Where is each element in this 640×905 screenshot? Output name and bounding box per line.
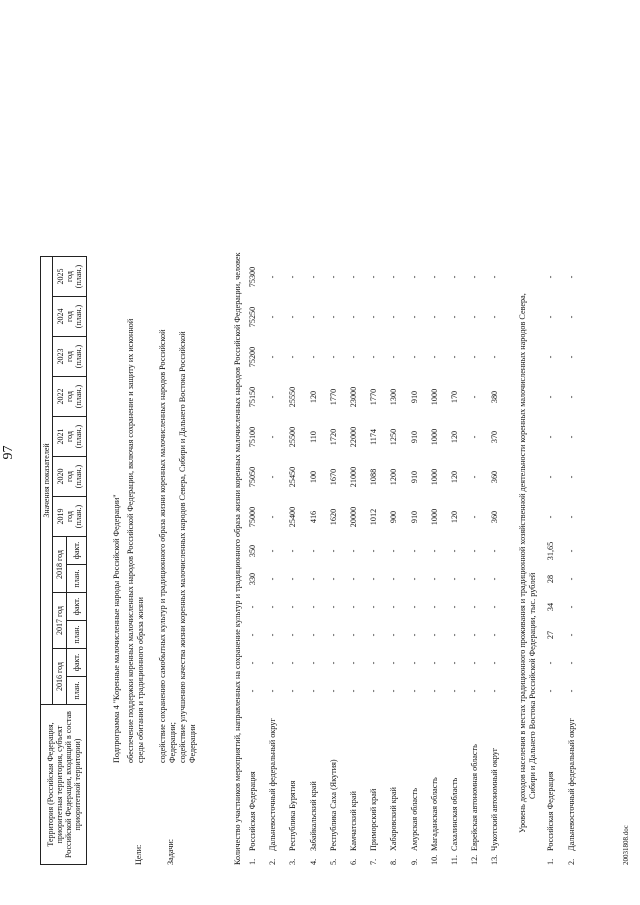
row-value-cell: 22000 [349, 426, 358, 448]
row-value-cell: 380 [490, 390, 500, 404]
row-value-cell: - [450, 633, 459, 637]
row-value-cell: - [389, 689, 399, 693]
row-value-cell: - [429, 605, 439, 609]
row-value-cell: 100 [308, 470, 318, 484]
row-value-cell: - [288, 577, 298, 581]
row-value-cell: - [470, 605, 480, 609]
row-value-cell: 75000 [248, 506, 257, 528]
row-value-cell: - [429, 661, 439, 665]
row-value-cell: - [389, 633, 399, 637]
row-value-cell: - [328, 661, 338, 665]
row-value-cell: - [389, 355, 399, 359]
row-territory-name: Хабаровский край [389, 787, 399, 851]
row-value-cell: - [409, 661, 419, 665]
row-value-cell: - [328, 355, 338, 359]
row-value-cell: 120 [308, 390, 318, 404]
row-value-cell: 75250 [248, 306, 257, 328]
row-value-cell: 23000 [349, 386, 358, 408]
row-value-cell: - [328, 689, 338, 693]
row-value-cell: - [546, 355, 555, 359]
row-value-cell: - [349, 549, 358, 553]
row-value-cell: - [349, 355, 358, 359]
row-value-cell: - [567, 633, 576, 637]
row-value-cell: - [308, 315, 318, 319]
row-value-cell: - [490, 315, 500, 319]
year-2016-header: 2016 год [53, 649, 67, 705]
row-number: 6. [349, 858, 358, 865]
row-value-cell: 170 [450, 390, 459, 404]
row-value-cell: - [288, 661, 298, 665]
plan-year-2022: 2022 год (план.) [53, 377, 87, 417]
row-value-cell: - [450, 689, 459, 693]
row-value-cell: - [567, 355, 576, 359]
row-territory-name: Приморский край [369, 788, 379, 851]
row-value-cell: 1174 [369, 428, 379, 446]
fact-2016: факт. [67, 649, 87, 677]
row-value-cell: 360 [490, 510, 500, 524]
row-value-cell: - [429, 633, 439, 637]
row-value-cell: - [268, 275, 278, 279]
row-value-cell: - [470, 315, 480, 319]
row-value-cell: - [470, 549, 480, 553]
row-value-cell: 1720 [328, 428, 338, 446]
row-value-cell: - [268, 475, 278, 479]
row-value-cell: - [248, 633, 257, 637]
row-territory-name: Российская Федерация [546, 771, 555, 851]
row-value-cell: - [409, 549, 419, 553]
row-number: 8. [389, 858, 399, 865]
row-value-cell: - [328, 633, 338, 637]
row-value-cell: - [490, 689, 500, 693]
row-value-cell: - [409, 577, 419, 581]
row-value-cell: - [490, 549, 500, 553]
row-value-cell: 1200 [389, 468, 399, 486]
row-value-cell: 75200 [248, 346, 257, 368]
row-value-cell: - [470, 475, 480, 479]
plan-2017: план. [67, 621, 87, 649]
row-value-cell: 31,65 [546, 541, 555, 561]
row-value-cell: - [389, 549, 399, 553]
row-number: 12. [470, 854, 480, 865]
row-value-cell: - [369, 355, 379, 359]
row-value-cell: 1620 [328, 508, 338, 526]
row-value-cell: - [328, 577, 338, 581]
year-2017-header: 2017 год [53, 593, 67, 649]
plan-year-2024: 2024 год (план.) [53, 297, 87, 337]
row-value-cell: - [268, 315, 278, 319]
row-value-cell: - [546, 315, 555, 319]
row-value-cell: 330 [248, 572, 257, 586]
row-value-cell: - [567, 661, 576, 665]
row-value-cell: - [268, 549, 278, 553]
row-value-cell: - [450, 605, 459, 609]
row-value-cell: - [369, 315, 379, 319]
row-value-cell: - [470, 395, 480, 399]
row-value-cell: 27 [546, 630, 555, 640]
row-value-cell: - [490, 577, 500, 581]
row-value-cell: - [409, 689, 419, 693]
row-territory-name: Дальневосточный федеральный округ [567, 718, 576, 851]
plan-year-2020: 2020 год (план.) [53, 457, 87, 497]
row-value-cell: 360 [490, 470, 500, 484]
row-value-cell: 1770 [328, 388, 338, 406]
plan-2018: план. [67, 565, 87, 593]
row-value-cell: - [470, 435, 480, 439]
row-value-cell: - [288, 355, 298, 359]
row-value-cell: - [546, 395, 555, 399]
row-value-cell: 25400 [288, 506, 298, 528]
row-value-cell: - [369, 577, 379, 581]
row-value-cell: - [288, 549, 298, 553]
row-value-cell: 75100 [248, 426, 257, 448]
row-value-cell: - [288, 315, 298, 319]
row-value-cell: - [389, 275, 399, 279]
row-value-cell: - [328, 315, 338, 319]
fact-2018: факт. [67, 537, 87, 565]
row-value-cell: - [567, 605, 576, 609]
row-value-cell: - [470, 577, 480, 581]
row-value-cell: 370 [490, 430, 500, 444]
row-value-cell: - [328, 549, 338, 553]
row-value-cell: - [567, 395, 576, 399]
row-value-cell: 25500 [288, 426, 298, 448]
row-value-cell: 25550 [288, 386, 298, 408]
row-value-cell: - [389, 315, 399, 319]
row-value-cell: - [546, 435, 555, 439]
row-value-cell: 34 [546, 602, 555, 612]
row-value-cell: - [248, 661, 257, 665]
row-number: 9. [409, 858, 419, 865]
row-value-cell: - [308, 549, 318, 553]
row-value-cell: - [546, 475, 555, 479]
row-value-cell: - [328, 605, 338, 609]
row-number: 2. [268, 858, 278, 865]
row-number: 1. [546, 858, 555, 865]
row-value-cell: - [490, 661, 500, 665]
row-value-cell: 910 [409, 390, 419, 404]
row-value-cell: - [429, 355, 439, 359]
row-value-cell: - [349, 577, 358, 581]
tasks-label: Задачи: [166, 839, 175, 865]
row-value-cell: - [567, 577, 576, 581]
row-value-cell: 25450 [288, 466, 298, 488]
row-value-cell: - [470, 689, 480, 693]
row-value-cell: - [268, 577, 278, 581]
row-value-cell: 910 [409, 510, 419, 524]
row-territory-name: Магаданская область [429, 777, 439, 851]
row-value-cell: - [546, 689, 555, 693]
row-value-cell: - [490, 355, 500, 359]
row-value-cell: 1088 [369, 468, 379, 486]
row-number: 13. [490, 854, 500, 865]
row-value-cell: - [546, 661, 555, 665]
row-value-cell: - [308, 605, 318, 609]
row-value-cell: - [490, 605, 500, 609]
row-value-cell: - [349, 633, 358, 637]
row-value-cell: 21000 [349, 466, 358, 488]
footer-filename: 20031808.doc [622, 825, 630, 865]
row-value-cell: - [268, 395, 278, 399]
row-value-cell: - [308, 577, 318, 581]
row-value-cell: - [369, 549, 379, 553]
row-value-cell: - [268, 355, 278, 359]
row-value-cell: - [288, 633, 298, 637]
fact-2017: факт. [67, 593, 87, 621]
row-value-cell: 1000 [429, 508, 439, 526]
row-value-cell: - [470, 355, 480, 359]
row-number: 7. [369, 858, 379, 865]
year-2018-header: 2018 год [53, 537, 67, 593]
row-number: 5. [328, 858, 338, 865]
row-value-cell: 1000 [429, 388, 439, 406]
row-value-cell: - [349, 275, 358, 279]
row-value-cell: - [308, 689, 318, 693]
row-value-cell: - [429, 549, 439, 553]
row-territory-name: Российская Федерация [248, 771, 257, 851]
row-value-cell: - [409, 275, 419, 279]
row-value-cell: 1300 [389, 388, 399, 406]
row-value-cell: 910 [409, 430, 419, 444]
row-value-cell: - [268, 689, 278, 693]
row-value-cell: - [328, 275, 338, 279]
row-value-cell: - [470, 275, 480, 279]
tasks-text: содействие сохранению самобытных культур и традиционного образа жизни коренных малочисленных народов Российской Федерации; содействие улучшению качества жизни коренных малочисленных народов Севера, Сибири и Дальнего Востока Российской Федерации [158, 329, 197, 763]
indicator2-title: Уровень доходов населения в местах традиционного проживания и традиционной хозяйственной деятельности коренных малочисленных народов Севера, Сибири и Дальнего Востока Российской Федерации, тыс. рублей [518, 293, 537, 833]
row-value-cell: - [546, 515, 555, 519]
row-value-cell: - [567, 689, 576, 693]
row-value-cell: - [429, 315, 439, 319]
row-value-cell: 1670 [328, 468, 338, 486]
row-value-cell: - [429, 577, 439, 581]
row-value-cell: 1012 [369, 508, 379, 526]
row-value-cell: 1250 [389, 428, 399, 446]
row-value-cell: 910 [409, 470, 419, 484]
row-value-cell: - [409, 633, 419, 637]
row-territory-name: Республика Саха (Якутия) [328, 759, 338, 851]
row-value-cell: - [268, 515, 278, 519]
row-value-cell: - [288, 275, 298, 279]
row-territory-name: Еврейская автономная область [470, 744, 480, 851]
row-value-cell: - [450, 315, 459, 319]
row-value-cell: 1770 [369, 388, 379, 406]
row-value-cell: - [268, 435, 278, 439]
goals-text: обеспечение поддержки коренных малочисленных народов Российской Федерации, включая сохранение и защиту их исконной среды обитания и традиционного образа жизни [126, 318, 145, 763]
row-value-cell: 350 [248, 544, 257, 558]
row-value-cell: - [546, 275, 555, 279]
row-value-cell: - [567, 475, 576, 479]
territory-header: Территория (Российская Федерация, приоритетная территория, субъект Российской Федерации, входящий в состав приоритетной территории) [41, 705, 87, 865]
row-value-cell: - [450, 355, 459, 359]
plan-year-2023: 2023 год (план.) [53, 337, 87, 377]
row-value-cell: - [349, 689, 358, 693]
row-value-cell: - [567, 315, 576, 319]
row-value-cell: - [369, 275, 379, 279]
row-value-cell: - [308, 661, 318, 665]
page-number: 97 [1, 445, 16, 460]
row-value-cell: - [470, 661, 480, 665]
row-value-cell: - [490, 633, 500, 637]
plan-year-2025: 2025 год (план.) [53, 257, 87, 297]
row-value-cell: - [389, 605, 399, 609]
row-value-cell: - [429, 689, 439, 693]
row-number: 4. [308, 858, 318, 865]
row-value-cell: - [409, 315, 419, 319]
row-value-cell: 120 [450, 430, 459, 444]
row-value-cell: 120 [450, 510, 459, 524]
row-value-cell: - [389, 577, 399, 581]
row-value-cell: - [308, 633, 318, 637]
row-value-cell: - [248, 605, 257, 609]
row-value-cell: 1000 [429, 428, 439, 446]
row-number: 3. [288, 858, 298, 865]
row-territory-name: Чукотский автономный округ [490, 747, 500, 851]
subprogram-title: Подпрограмма 4 "Коренные малочисленные народы Российской Федерации" [112, 494, 121, 763]
plan-2016: план. [67, 677, 87, 705]
row-value-cell: - [389, 661, 399, 665]
row-number: 11. [450, 855, 459, 865]
row-value-cell: - [409, 605, 419, 609]
row-value-cell: 75050 [248, 466, 257, 488]
row-value-cell: 416 [308, 510, 318, 524]
row-number: 2. [567, 858, 576, 865]
row-value-cell: 900 [389, 510, 399, 524]
row-value-cell: - [450, 549, 459, 553]
row-value-cell: - [567, 435, 576, 439]
row-territory-name: Амурская область [409, 788, 419, 851]
row-value-cell: - [308, 275, 318, 279]
row-number: 1. [248, 858, 257, 865]
row-value-cell: - [369, 661, 379, 665]
row-value-cell: - [248, 689, 257, 693]
row-value-cell: - [450, 577, 459, 581]
row-value-cell: 75300 [248, 266, 257, 288]
row-value-cell: - [567, 515, 576, 519]
row-territory-name: Камчатский край [349, 791, 358, 851]
row-value-cell: - [288, 689, 298, 693]
row-number: 10. [429, 854, 439, 865]
row-value-cell: - [470, 515, 480, 519]
row-value-cell: - [308, 355, 318, 359]
row-value-cell: - [429, 275, 439, 279]
row-value-cell: - [288, 605, 298, 609]
row-value-cell: - [490, 275, 500, 279]
row-value-cell: - [268, 605, 278, 609]
plan-year-2021: 2021 год (план.) [53, 417, 87, 457]
row-value-cell: - [369, 605, 379, 609]
row-value-cell: - [349, 315, 358, 319]
row-value-cell: - [567, 275, 576, 279]
row-value-cell: 28 [546, 574, 555, 584]
goals-label: Цели: [134, 844, 143, 865]
plan-year-2019: 2019 год (план.) [53, 497, 87, 537]
row-value-cell: - [349, 661, 358, 665]
row-value-cell: - [349, 605, 358, 609]
row-value-cell: - [409, 355, 419, 359]
indicators-header: Значения показателей [41, 257, 53, 705]
row-territory-name: Дальневосточный федеральный округ [268, 718, 278, 851]
row-value-cell: 20000 [349, 506, 358, 528]
row-value-cell: - [369, 633, 379, 637]
row-value-cell: - [470, 633, 480, 637]
table-header [40, 256, 87, 865]
row-value-cell: - [268, 661, 278, 665]
row-territory-name: Забайкальский край [308, 781, 318, 851]
row-value-cell: 1000 [429, 468, 439, 486]
row-value-cell: - [567, 549, 576, 553]
row-value-cell: - [369, 689, 379, 693]
row-value-cell: 75150 [248, 386, 257, 408]
row-value-cell: - [268, 633, 278, 637]
row-value-cell: 110 [308, 431, 318, 443]
row-territory-name: Сахалинская область [450, 777, 459, 851]
row-value-cell: - [450, 275, 459, 279]
row-value-cell: - [450, 661, 459, 665]
row-territory-name: Республика Бурятия [288, 780, 298, 851]
row-value-cell: 120 [450, 470, 459, 484]
indicator1-title: Количество участников мероприятий, направленных на сохранение культур и традиционного образа жизни коренных малочисленных народов Российской Федерации, человек [233, 252, 242, 865]
